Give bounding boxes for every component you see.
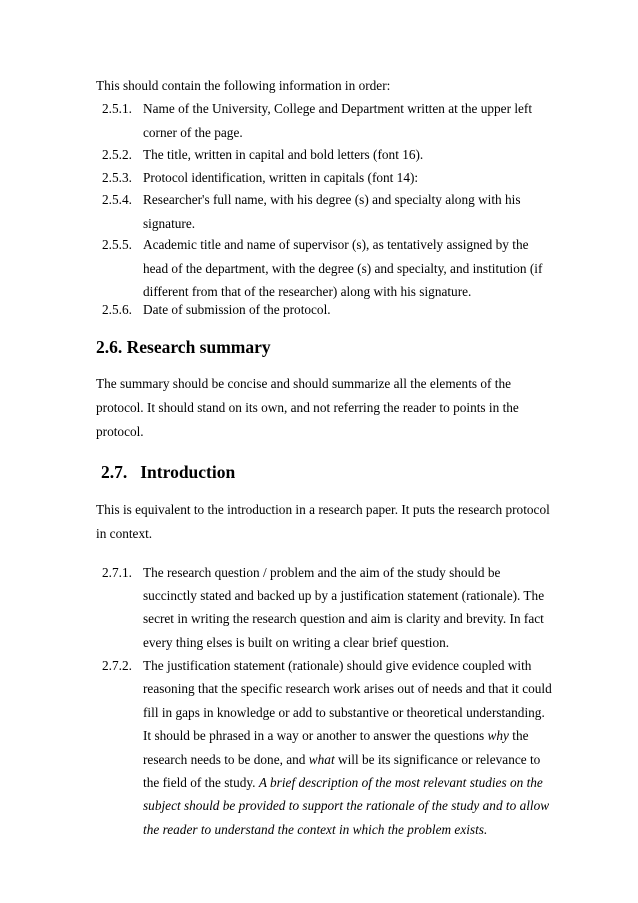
list-number: 2.7.1.	[102, 565, 132, 580]
section-paragraph: This is equivalent to the introduction in a research paper. It puts the research protocol in context.	[96, 502, 550, 541]
list-number: 2.7.2.	[102, 658, 132, 673]
list-item-text: The title, written in capital and bold letters (font 16).	[143, 147, 424, 162]
list-item-text: Date of submission of the protocol.	[143, 302, 331, 317]
list-item-text: Researcher's full name, with his degree (s) and specialty along with his signature.	[143, 192, 521, 231]
list-number: 2.5.4.	[102, 192, 132, 207]
intro-line: This should contain the following information in order:	[96, 78, 391, 93]
section-heading: 2.6. Research summary	[96, 337, 271, 357]
list-number: 2.5.3.	[102, 170, 132, 185]
section-paragraph: The summary should be concise and should summarize all the elements of the protocol. It should stand on its own, and not referring the reader to points in the protocol.	[96, 376, 519, 439]
list-item-text: The justification statement (rationale) should give evidence coupled with reasoning that the specific research work arises out of needs and that it could fill in gaps in knowledge or add to substantive or theoretical understanding. It should be phrased in a way or another to answer the questions why the research needs to be done, and what will be its significance or relevance to the field of the study. A brief description of the most relevant studies on the subject should be provided to support the rationale of the study and to allow the reader to understand the context in which the problem exists.	[143, 658, 552, 837]
section-heading-text: Introduction	[140, 462, 236, 482]
section-heading	[101, 462, 235, 483]
list-number: 2.5.1.	[102, 101, 132, 116]
list-item-text: Academic title and name of supervisor (s), as tentatively assigned by the head of the department, with the degree (s) and specialty, and institution (if different from that of the researcher) along with his signature.	[143, 237, 543, 299]
list-number: 2.5.6.	[102, 302, 132, 317]
list-item-text: The research question / problem and the aim of the study should be succinctly stated and backed up by a justification statement (rationale). The secret in writing the research question and aim is clarity and brevity. In fact every thing elses is built on writing a clear brief question.	[143, 565, 545, 650]
list-number: 2.5.5.	[102, 237, 132, 252]
section-heading-number: 2.7.	[101, 462, 128, 482]
list-item-text: Name of the University, College and Department written at the upper left corner of the page.	[143, 101, 533, 140]
list-item-text: Protocol identification, written in capitals (font 14):	[143, 170, 419, 185]
list-number: 2.5.2.	[102, 147, 132, 162]
